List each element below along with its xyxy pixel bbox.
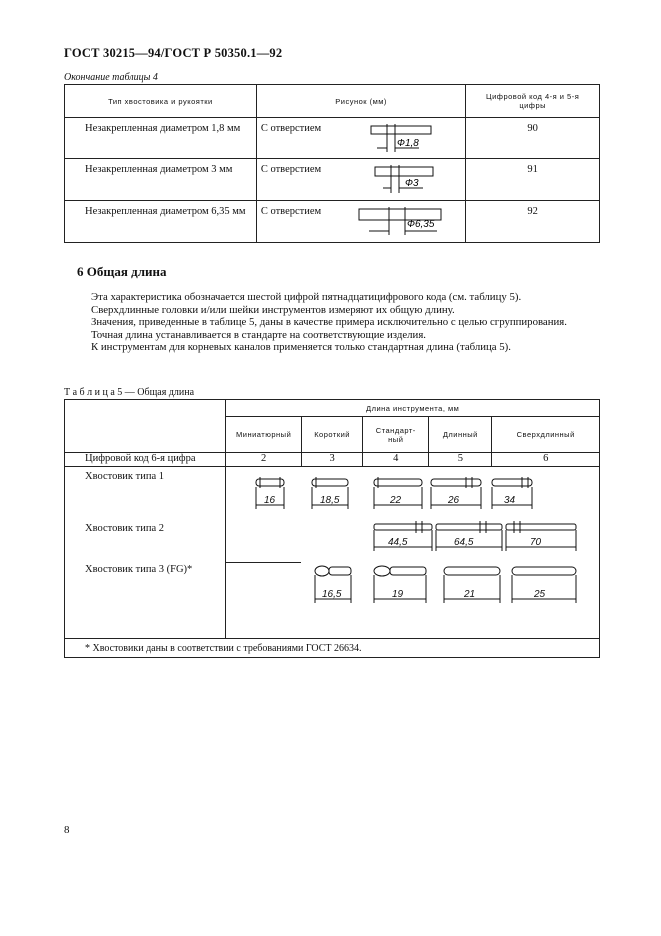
table-row bbox=[65, 453, 600, 467]
dim-label: 26 bbox=[448, 495, 460, 506]
table4-caption: Окончание таблицы 4 bbox=[64, 72, 158, 83]
code-cell: 2 bbox=[226, 453, 302, 467]
code-row-label: Цифровой код 6-я цифра bbox=[65, 453, 226, 467]
dim-label: 19 bbox=[392, 589, 404, 600]
table5-col: Сверхдлинный bbox=[492, 417, 600, 453]
table4 bbox=[64, 84, 600, 243]
table5-col: Стандарт-ный bbox=[363, 417, 429, 453]
table5 bbox=[64, 399, 600, 658]
table4-col-type: Тип хвостовика и рукоятки bbox=[65, 85, 257, 118]
page-header-title: ГОСТ 30215—94/ГОСТ Р 50350.1—92 bbox=[64, 46, 283, 60]
table4-code-cell: 90 bbox=[466, 118, 600, 159]
dim-label: 22 bbox=[390, 495, 402, 506]
dim-label: Ф6,35 bbox=[406, 219, 435, 230]
paragraph: Точная длина устанавливается в стандарте на соответствующие изделия. bbox=[91, 328, 426, 341]
table-row bbox=[65, 159, 600, 201]
table-row bbox=[65, 201, 600, 243]
dim-label: Ф1,8 bbox=[396, 138, 419, 149]
divider bbox=[225, 562, 301, 563]
table5-col: Короткий bbox=[301, 417, 362, 453]
shank-drawing-3 bbox=[373, 163, 463, 197]
shank-rows-block bbox=[65, 467, 600, 639]
section-heading: 6 Общая длина bbox=[77, 264, 167, 279]
dim-label: 25 bbox=[534, 589, 546, 600]
dim-label: 44,5 bbox=[388, 537, 408, 548]
paragraph: Сверхдлинные головки и/или шейки инструментов измеряют их общую длину. bbox=[91, 303, 455, 316]
length-drawings bbox=[226, 467, 594, 639]
table4-code-cell: 92 bbox=[466, 201, 600, 243]
code-cell: 4 bbox=[363, 453, 429, 467]
paragraph: К инструментам для корневых каналов применяется только стандартная длина (таблица 5). bbox=[91, 341, 511, 353]
code-cell: 3 bbox=[301, 453, 362, 467]
dim-label: 64,5 bbox=[454, 537, 474, 548]
dim-label: 16 bbox=[264, 495, 276, 506]
dim-label: Ф3 bbox=[404, 178, 419, 189]
table4-col-figure: Рисунок (мм) bbox=[256, 85, 466, 118]
table5-footnote: * Хвостовики даны в соответствии с требованиями ГОСТ 26634. bbox=[65, 639, 600, 658]
table4-code-cell: 91 bbox=[466, 159, 600, 201]
table4-figure-label: С отверстием bbox=[260, 206, 322, 217]
shank-row-label: Хвостовик типа 2 bbox=[85, 523, 165, 534]
shank-drawing-1-8 bbox=[367, 122, 467, 156]
dim-label: 16,5 bbox=[322, 589, 342, 600]
table4-col-code: Цифровой код 4-я и 5-я цифры bbox=[466, 85, 600, 118]
shank-row-label: Хвостовик типа 3 (FG)* bbox=[85, 564, 193, 575]
code-cell: 6 bbox=[492, 453, 600, 467]
dim-label: 34 bbox=[504, 495, 516, 506]
table5-group-header: Длина инструмента, мм bbox=[226, 400, 600, 417]
code-cell: 5 bbox=[429, 453, 492, 467]
shank-row-label: Хвостовик типа 1 bbox=[85, 471, 165, 482]
table4-type-cell: Незакрепленная диаметром 3 мм bbox=[65, 159, 257, 201]
dim-label: 70 bbox=[530, 537, 542, 548]
dim-label: 21 bbox=[464, 589, 476, 600]
table-row bbox=[65, 118, 600, 159]
table4-figure-label: С отверстием bbox=[260, 123, 322, 134]
dim-label: 18,5 bbox=[320, 495, 340, 506]
table5-col: Миниатюрный bbox=[226, 417, 302, 453]
shank-drawing-6-35 bbox=[357, 205, 467, 239]
page-number: 8 bbox=[64, 824, 70, 836]
table5-col: Длинный bbox=[429, 417, 492, 453]
table5-caption: Т а б л и ц а 5 — Общая длина bbox=[64, 387, 195, 398]
table4-type-cell: Незакрепленная диаметром 1,8 мм bbox=[65, 118, 257, 159]
paragraph: Значения, приведенные в таблице 5, даны в качестве примера исключительно с целью сгруппирования. bbox=[91, 316, 567, 328]
table4-type-cell: Незакрепленная диаметром 6,35 мм bbox=[65, 201, 257, 243]
table4-figure-label: С отверстием bbox=[260, 164, 322, 175]
section-body bbox=[64, 291, 604, 354]
paragraph: Эта характеристика обозначается шестой цифрой пятнадцатицифрового кода (см. таблицу 5). bbox=[91, 291, 522, 303]
